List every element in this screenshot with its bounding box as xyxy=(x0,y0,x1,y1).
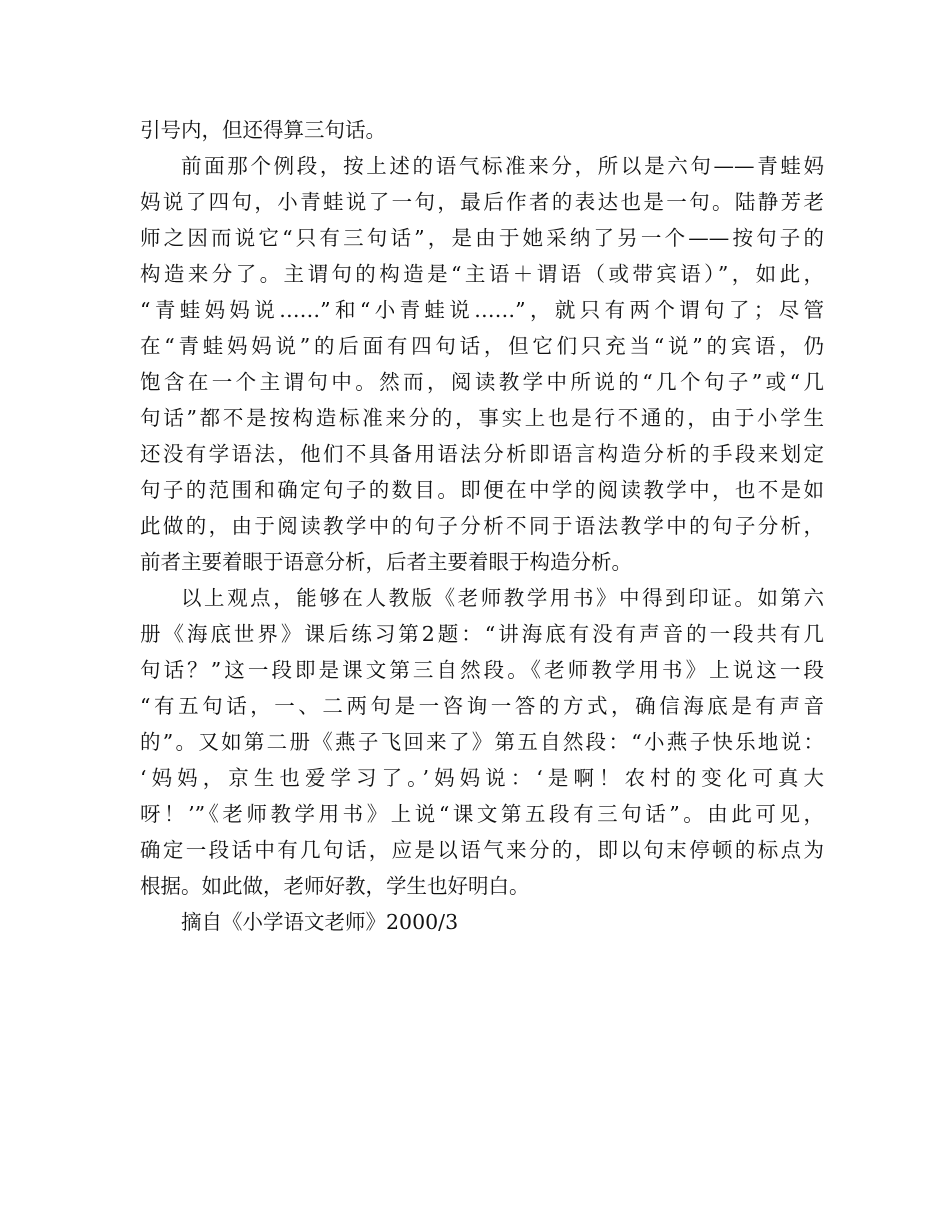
text-line: 句话”都不是按构造标准来分的，事实上也是行不通的，由于小学生 xyxy=(140,406,824,430)
text-line: ‘妈妈，京生也爱学习了。’妈妈说：‘是啊！农村的变化可真大 xyxy=(140,766,824,790)
text-line: 饱含在一个主谓句中。然而，阅读教学中所说的“几个句子”或“几 xyxy=(140,370,824,394)
text-line: 在“青蛙妈妈说”的后面有四句话，但它们只充当“说”的宾语，仍 xyxy=(140,334,824,358)
text-line: 构造来分了。主谓句的构造是“主语＋谓语（或带宾语）”，如此， xyxy=(140,262,824,286)
text-line: 以上观点，能够在人教版《老师教学用书》中得到印证。如第六 xyxy=(181,586,824,610)
text-line: “青蛙妈妈说……”和“小青蛙说……”，就只有两个谓句了；尽管 xyxy=(140,298,824,322)
text-line: 还没有学语法，他们不具备用语法分析即语言构造分析的手段来划定 xyxy=(140,442,824,466)
article-body xyxy=(140,112,824,940)
text-line: 句话？”这一段即是课文第三自然段。《老师教学用书》上说这一段 xyxy=(140,658,824,682)
text-line: 引号内，但还得算三句话。 xyxy=(140,118,386,142)
text-line: 妈说了四句，小青蛙说了一句，最后作者的表达也是一句。陆静芳老 xyxy=(140,190,824,214)
text-line: 前面那个例段，按上述的语气标准来分，所以是六句——青蛙妈 xyxy=(181,154,824,178)
text-line: 句子的范围和确定句子的数目。即便在中学的阅读教学中，也不是如 xyxy=(140,478,824,502)
text-line: 师之因而说它“只有三句话”，是由于她采纳了另一个——按句子的 xyxy=(140,226,824,250)
text-line: 确定一段话中有几句话，应是以语气来分的，即以句末停顿的标点为 xyxy=(140,838,824,862)
text-line: 呀！’”《老师教学用书》上说“课文第五段有三句话”。由此可见， xyxy=(140,802,824,826)
text-line: 此做的，由于阅读教学中的句子分析不同于语法教学中的句子分析， xyxy=(140,514,824,538)
text-line: 册《海底世界》课后练习第2题：“讲海底有没有声音的一段共有几 xyxy=(140,622,824,646)
text-line: 的”。又如第二册《燕子飞回来了》第五自然段：“小燕子快乐地说： xyxy=(140,730,824,754)
text-line: 前者主要着眼于语意分析，后者主要着眼于构造分析。 xyxy=(140,550,632,574)
text-line: 根据。如此做，老师好教，学生也好明白。 xyxy=(140,874,530,898)
text-line: “有五句话，一、二两句是一咨询一答的方式，确信海底是有声音 xyxy=(140,694,824,718)
source-citation: 摘自《小学语文老师》2000/3 xyxy=(181,910,459,934)
